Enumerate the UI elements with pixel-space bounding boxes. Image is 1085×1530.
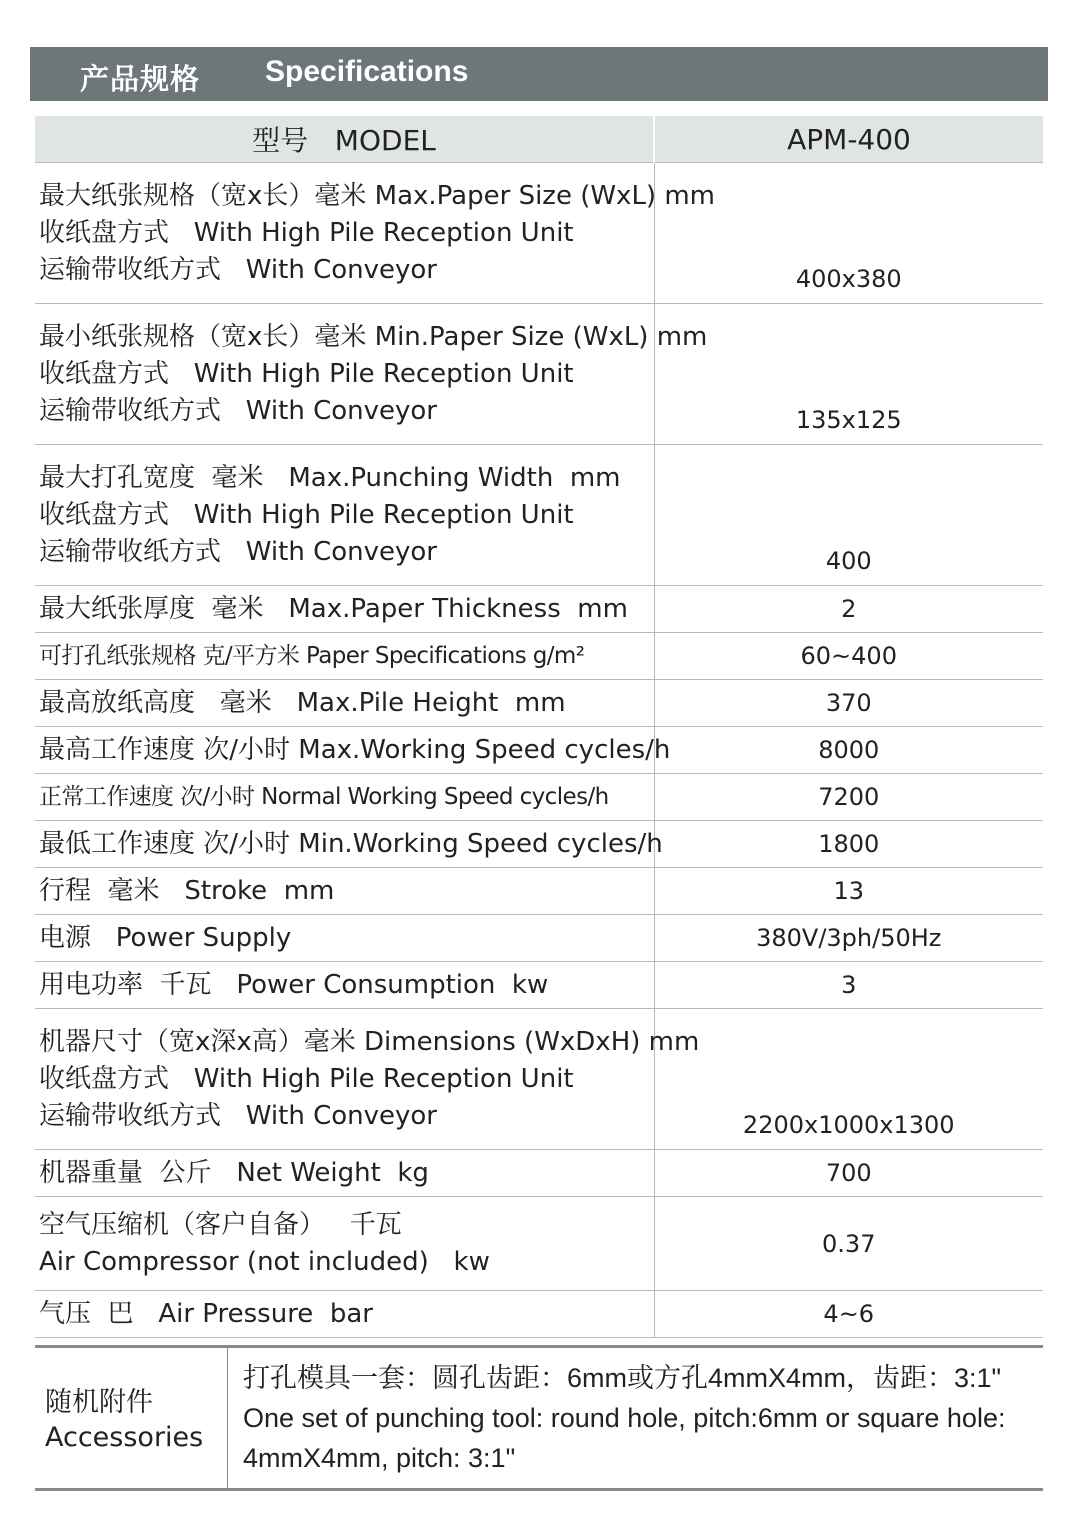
table-row: [35, 962, 1043, 1009]
spec-label-line: 收纸盘方式 With High Pile Reception Unit: [39, 217, 574, 248]
spec-label-line: 最大纸张厚度 毫米 Max.Paper Thickness mm: [39, 593, 628, 624]
spec-value: 60~400: [654, 633, 1043, 680]
table-row: [35, 821, 1043, 868]
spec-label: [35, 1009, 700, 1150]
spec-label: [35, 727, 671, 774]
spec-value: 0.37: [654, 1197, 1043, 1291]
model-label: 型号 MODEL: [35, 116, 654, 163]
spec-label-line: 收纸盘方式 With High Pile Reception Unit: [39, 358, 574, 389]
accessories-label-en: Accessories: [45, 1422, 204, 1453]
accessories-section: [35, 1345, 1043, 1491]
spec-value: 1800: [654, 821, 1043, 868]
spec-label-line: 最高工作速度 次/小时 Max.Working Speed cycles/h: [39, 734, 671, 765]
spec-table: [35, 116, 1043, 1338]
table-row: [35, 304, 1043, 445]
spec-label-line: 最大纸张规格（宽x长）毫米 Max.Paper Size (WxL) mm: [39, 180, 715, 211]
table-row: [35, 633, 1043, 680]
table-row: [35, 445, 1043, 586]
spec-label: [35, 774, 654, 821]
spec-label-line: Air Compressor (not included) kw: [39, 1246, 490, 1277]
table-row: [35, 1197, 1043, 1291]
spec-label: [35, 163, 715, 304]
spec-label: [35, 586, 654, 633]
spec-label-line: 运输带收纸方式 With Conveyor: [39, 536, 437, 567]
table-row: [35, 680, 1043, 727]
spec-value: 400x380: [654, 163, 1043, 304]
spec-label: [35, 1291, 654, 1338]
spec-value: 700: [654, 1150, 1043, 1197]
spec-label-line: 运输带收纸方式 With Conveyor: [39, 1100, 437, 1131]
header-title-cn: 产品规格: [80, 62, 201, 96]
spec-label-line: 机器重量 公斤 Net Weight kg: [39, 1157, 429, 1188]
spec-label: [35, 445, 654, 586]
table-row: [35, 727, 1043, 774]
accessories-text: [243, 1358, 1043, 1478]
spec-value: 135x125: [654, 304, 1043, 445]
spec-value: 400: [654, 445, 1043, 586]
header-bar: [30, 47, 1048, 101]
spec-label-line: 行程 毫米 Stroke mm: [39, 875, 335, 906]
spec-label-line: 最大打孔宽度 毫米 Max.Punching Width mm: [39, 462, 621, 493]
spec-label-line: 运输带收纸方式 With Conveyor: [39, 395, 437, 426]
accessories-label-cn: 随机附件: [45, 1387, 153, 1418]
spec-value: 3: [654, 962, 1043, 1009]
spec-label-line: 可打孔纸张规格 克/平方米 Paper Specifications g/m²: [39, 642, 585, 669]
spec-value: 380V/3ph/50Hz: [654, 915, 1043, 962]
spec-label-line: 空气压缩机（客户自备） 千瓦: [39, 1209, 402, 1240]
table-row: [35, 1291, 1043, 1338]
table-row: [35, 586, 1043, 633]
table-head-row: [35, 116, 1043, 163]
table-row: [35, 1009, 1043, 1150]
table-row: [35, 868, 1043, 915]
spec-label: [35, 868, 654, 915]
spec-label: [35, 821, 663, 868]
spec-value: 8000: [654, 727, 1043, 774]
model-value: APM-400: [654, 116, 1043, 163]
spec-label-line: 正常工作速度 次/小时 Normal Working Speed cycles/h: [39, 783, 609, 810]
spec-label: [35, 1150, 654, 1197]
spec-label-line: 最高放纸高度 毫米 Max.Pile Height mm: [39, 687, 566, 718]
spec-label-line: 收纸盘方式 With High Pile Reception Unit: [39, 499, 574, 530]
spec-label-line: 气压 巴 Air Pressure bar: [39, 1298, 373, 1329]
table-row: [35, 1150, 1043, 1197]
spec-label-line: 最低工作速度 次/小时 Min.Working Speed cycles/h: [39, 828, 663, 859]
spec-label-line: 机器尺寸（宽x深x高）毫米 Dimensions (WxDxH) mm: [39, 1026, 700, 1057]
accessories-label: [35, 1348, 228, 1488]
table-row: [35, 915, 1043, 962]
spec-label-line: 电源 Power Supply: [39, 922, 292, 953]
spec-value: 370: [654, 680, 1043, 727]
spec-value: 13: [654, 868, 1043, 915]
spec-value: 2: [654, 586, 1043, 633]
spec-label: [35, 633, 654, 680]
spec-label-line: 运输带收纸方式 With Conveyor: [39, 254, 437, 285]
accessories-text-en: One set of punching tool: round hole, pitch:6mm or square hole: 4mmX4mm, pitch: 3:1": [243, 1403, 1006, 1473]
spec-label: [35, 304, 708, 445]
spec-label: [35, 915, 654, 962]
spec-label: [35, 962, 654, 1009]
spec-value: 4~6: [654, 1291, 1043, 1338]
spec-label: [35, 1197, 654, 1291]
spec-label: [35, 680, 654, 727]
accessories-text-cn: 打孔模具一套：圆孔齿距：6mm或方孔4mmX4mm，齿距：3:1": [243, 1363, 1002, 1393]
table-row: [35, 163, 1043, 304]
spec-value: 7200: [654, 774, 1043, 821]
spec-value: 2200x1000x1300: [654, 1009, 1043, 1150]
spec-label-line: 收纸盘方式 With High Pile Reception Unit: [39, 1063, 574, 1094]
spec-label-line: 最小纸张规格（宽x长）毫米 Min.Paper Size (WxL) mm: [39, 321, 708, 352]
spec-label-line: 用电功率 千瓦 Power Consumption kw: [39, 969, 549, 1000]
table-row: [35, 774, 1043, 821]
header-title-en: Specifications: [265, 55, 469, 88]
